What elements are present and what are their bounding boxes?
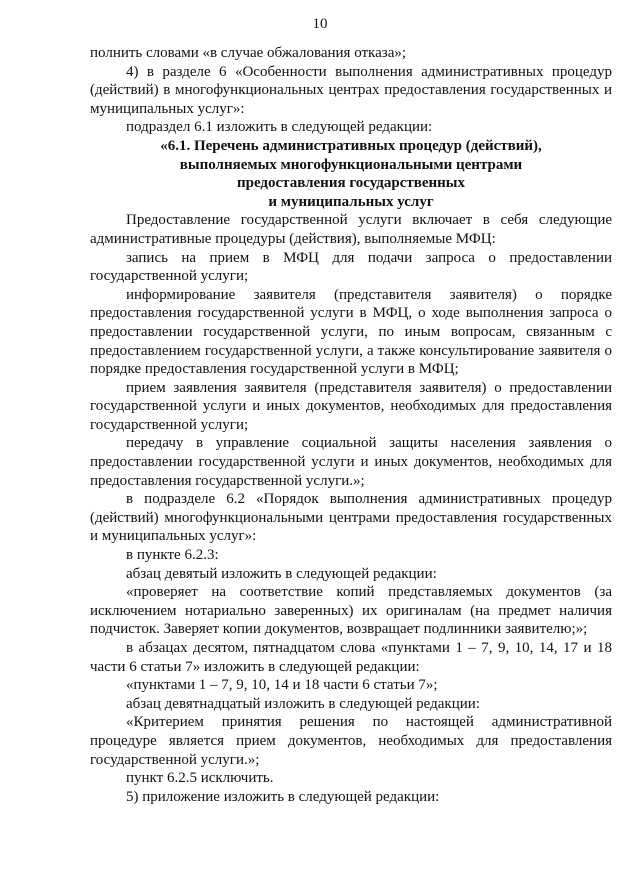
paragraph: пункт 6.2.5 исключить. [126,770,274,787]
heading-line: и муниципальных услуг [268,193,434,210]
paragraph: абзац девятнадцатый изложить в следующей редакции: [126,695,480,712]
paragraph: передачу в управление социальной защиты населения заявления о предоставлении государственной услуги и иных документов, необходимых для предоставления государственной услуги.»; [90,435,612,489]
paragraph: «проверяет на соответствие копий представляемых документов (за исключением нотариально заверенных) их оригиналам (на предмет наличия подчисток. Заверяет копии документов, возвращает подлинники заявителю;»; [90,584,612,638]
paragraph: Предоставление государственной услуги включает в себя следующие административные процедуры (действия), выполняемые МФЦ: [90,212,612,247]
paragraph: прием заявления заявителя (представителя заявителя) о предоставлении государственной услуги и иных документов, необходимых для предоставления государственной услуги; [90,379,612,433]
paragraph: запись на прием в МФЦ для подачи запроса о предоставлении государственной услуги; [90,249,612,285]
page-number: 10 [312,16,328,32]
document-body [90,44,612,806]
paragraph: в подразделе 6.2 «Порядок выполнения административных процедур (действий) многофункциональными центрами предоставления государственных и муниципальных услуг»: [90,491,612,545]
heading-line: «6.1. Перечень административных процедур (действий), [160,137,542,154]
paragraph-item-4: 4) в разделе 6 «Особенности выполнения административных процедур (действий) в многофункциональных центрах предоставления государственных и муниципальных услуг»: [90,63,612,117]
paragraph: абзац девятый изложить в следующей редакции: [126,565,437,582]
section-heading [90,137,612,211]
paragraph: 5) приложение изложить в следующей редакции: [126,788,440,805]
heading-line: предоставления государственных [236,175,466,192]
heading-line: выполняемых многофункциональными центрами [179,156,523,173]
paragraph-continuation: полнить словами «в случае обжалования отказа»; [90,45,407,61]
paragraph: в пункте 6.2.3: [126,547,219,564]
paragraph: «Критерием принятия решения по настоящей административной процедуре является прием документов, необходимых для предоставления государственной услуги.»; [90,714,612,768]
paragraph-subsection-6-1: подраздел 6.1 изложить в следующей редакции: [126,119,433,136]
paragraph: «пунктами 1 – 7, 9, 10, 14 и 18 части 6 статьи 7»; [126,677,438,694]
paragraph: информирование заявителя (представителя заявителя) о порядке предоставления государственной услуги в МФЦ, о ходе выполнения запроса о предоставлении государственной услуги, по иным вопросам, связанным с предоставлением государственной услуги, а также консультирование заявителя о порядке предоставления государственной услуги в МФЦ; [90,286,612,378]
paragraph: в абзацах десятом, пятнадцатом слова «пунктами 1 – 7, 9, 10, 14, 17 и 18 части 6 статьи 7» изложить в следующей редакции: [90,640,612,675]
